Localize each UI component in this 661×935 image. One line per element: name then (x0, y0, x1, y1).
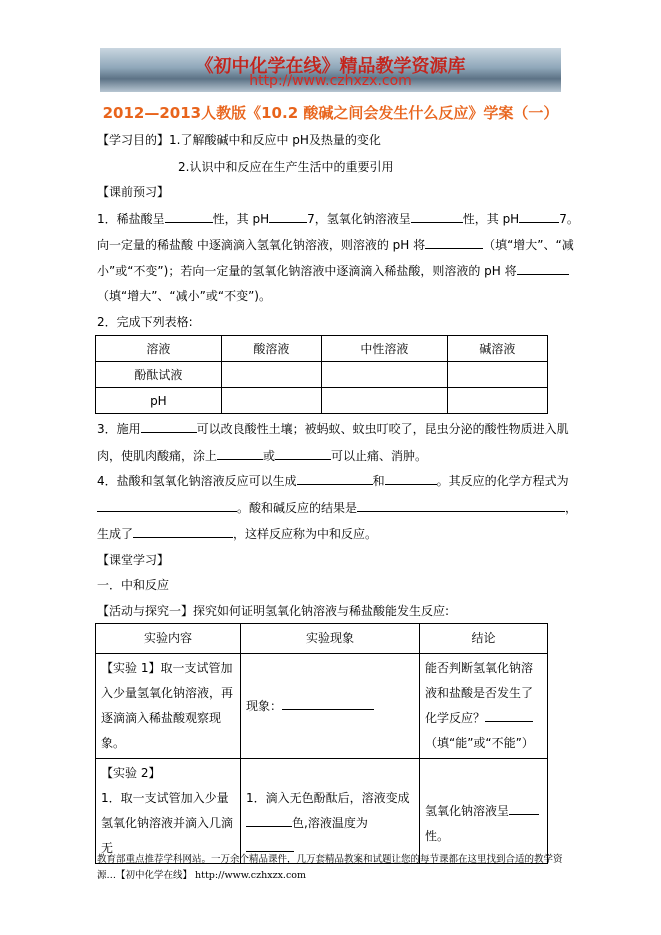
blank[interactable] (246, 814, 292, 827)
t: 色,溶液温度为 (292, 816, 368, 830)
footer (97, 852, 567, 884)
text: 1.了解酸碱中和反应中 pH及热量的变化 (169, 133, 381, 147)
answer-cell[interactable] (447, 362, 547, 388)
header-cell: 结论 (420, 624, 548, 654)
t: 1．取一支试管加入少量氢氧化钠溶液并滴入几滴无 (101, 791, 234, 855)
q4-line1 (97, 472, 569, 489)
t: ， (565, 501, 578, 515)
label: 【学习目的】 (97, 133, 170, 147)
blank[interactable] (97, 499, 237, 512)
exp2-phenomenon (241, 759, 420, 864)
blank[interactable] (485, 709, 533, 722)
q1-line3 (97, 262, 569, 279)
experiment-table (95, 623, 548, 864)
row-label: 酚酞试液 (96, 362, 222, 388)
classroom-heading: 【课堂学习】 (97, 553, 170, 567)
t: 性。 (425, 828, 450, 843)
footer-text: 教育部重点推荐学科网站。一万余个精品课件，几万套精品教案和试题让您的每节课都在这里找到合适的教学资源…【初中化学在线】 (97, 854, 563, 881)
t: 7，氢氧化钠溶液呈 (307, 212, 411, 226)
q2-label: 2．完成下列表格: (97, 315, 193, 329)
t: 可以改良酸性土壤；被蚂蚁、蚊虫叮咬了，昆虫分泌的酸性物质进入肌 (196, 422, 569, 436)
blank[interactable] (411, 210, 463, 223)
header-cell: 碱溶液 (447, 336, 547, 362)
t: 氢氧化钠溶液呈 (425, 803, 510, 818)
t: 向一定量的稀盐酸 中逐滴滴入氢氧化钠溶液，则溶液的 pH 将 (97, 238, 426, 252)
banner-title: 《初中化学在线》精品教学资源库 (195, 56, 466, 77)
t: 或 (263, 449, 276, 463)
t: 和 (372, 474, 385, 488)
answer-cell[interactable] (321, 388, 447, 414)
t: 。酸和碱反应的结果是 (237, 501, 358, 515)
table-row (96, 362, 548, 388)
t: 肉，使肌肉酸痛，涂上 (97, 449, 218, 463)
t: 。其反应的化学方程式为 (436, 474, 569, 488)
blank[interactable] (519, 210, 559, 223)
exp1-conclusion (420, 654, 548, 759)
q4-line3 (97, 525, 377, 542)
header-cell: 溶液 (96, 336, 222, 362)
table-row (96, 336, 548, 362)
footer-link[interactable]: http://www.czhxzx.com (195, 870, 307, 881)
solution-table (95, 335, 548, 414)
t: 4．盐酸和氢氧化钠溶液反应可以生成 (97, 474, 297, 488)
table-row (96, 388, 548, 414)
table-row (96, 624, 548, 654)
t: 1．滴入无色酚酞后，溶液变成 (246, 791, 410, 805)
blank[interactable] (385, 472, 437, 485)
table-row (96, 759, 548, 864)
t: 现象： (246, 698, 283, 713)
exp2-conclusion (420, 759, 548, 864)
answer-cell[interactable] (447, 388, 547, 414)
activity-title: 【活动与探究一】探究如何证明氢氧化钠溶液与稀盐酸能发生反应: (97, 604, 450, 618)
preview-heading: 【课前预习】 (97, 185, 170, 199)
exp1-phenomenon (241, 654, 420, 759)
exp1-content: 【实验 1】取一支试管加入少量氢氧化钠溶液，再逐滴滴入稀盐酸观察现象。 (96, 654, 241, 759)
t: 【实验 2】 (101, 766, 161, 780)
t: （填“能”或“不能”） (425, 736, 534, 750)
header-cell: 实验内容 (96, 624, 241, 654)
blank[interactable] (165, 210, 213, 223)
t: 1．稀盐酸呈 (97, 212, 165, 226)
blank[interactable] (282, 697, 374, 710)
blank[interactable] (509, 802, 539, 815)
t: 性，其 pH (212, 212, 270, 226)
q1-line2 (97, 236, 574, 253)
banner-url: http://www.czhxzx.com (249, 73, 412, 89)
t: 可以止痛、消肿。 (331, 449, 428, 463)
t: ，这样反应称为中和反应。 (233, 527, 378, 541)
t: 小”或“不变”)；若向一定量的氢氧化钠溶液中逐滴滴入稀盐酸，则溶液的 pH 将 (97, 264, 517, 278)
answer-cell[interactable] (321, 362, 447, 388)
blank[interactable] (357, 499, 565, 512)
q4-line2 (97, 499, 577, 516)
exp2-content (96, 759, 241, 864)
row-label: pH (96, 388, 222, 414)
t: 7。 (559, 212, 579, 226)
header-cell: 中性溶液 (321, 336, 447, 362)
t: 性，其 pH (462, 212, 520, 226)
blank[interactable] (269, 210, 307, 223)
objective-2: 2.认识中和反应在生产生活中的重要引用 (178, 160, 394, 174)
blank[interactable] (297, 472, 373, 485)
blank[interactable] (246, 839, 294, 852)
blank[interactable] (217, 447, 263, 460)
blank[interactable] (133, 525, 233, 538)
page-title: 2012—2013人教版《10.2 酸碱之间会发生什么反应》学案（一） (102, 104, 559, 122)
header-cell: 实验现象 (241, 624, 420, 654)
t: 生成了 (97, 527, 134, 541)
q1-line1 (97, 210, 579, 227)
blank[interactable] (141, 420, 197, 433)
blank[interactable] (275, 447, 331, 460)
section-title: 一．中和反应 (97, 578, 170, 592)
t: 能否判断氢氧化钠溶液和盐酸是否发生了化学反应？ (425, 661, 534, 725)
t: （填“增大”、“减 (483, 238, 574, 252)
objective-1 (97, 132, 381, 148)
answer-cell[interactable] (221, 362, 321, 388)
table-row (96, 654, 548, 759)
banner-logo (100, 48, 561, 92)
q3-line1 (97, 420, 569, 437)
blank[interactable] (517, 262, 569, 275)
q3-line2 (97, 447, 427, 464)
answer-cell[interactable] (221, 388, 321, 414)
t: 3．施用 (97, 422, 141, 436)
blank[interactable] (425, 236, 483, 249)
header-cell: 酸溶液 (221, 336, 321, 362)
q1-line4: （填“增大”、“减小”或“不变”)。 (97, 289, 271, 303)
